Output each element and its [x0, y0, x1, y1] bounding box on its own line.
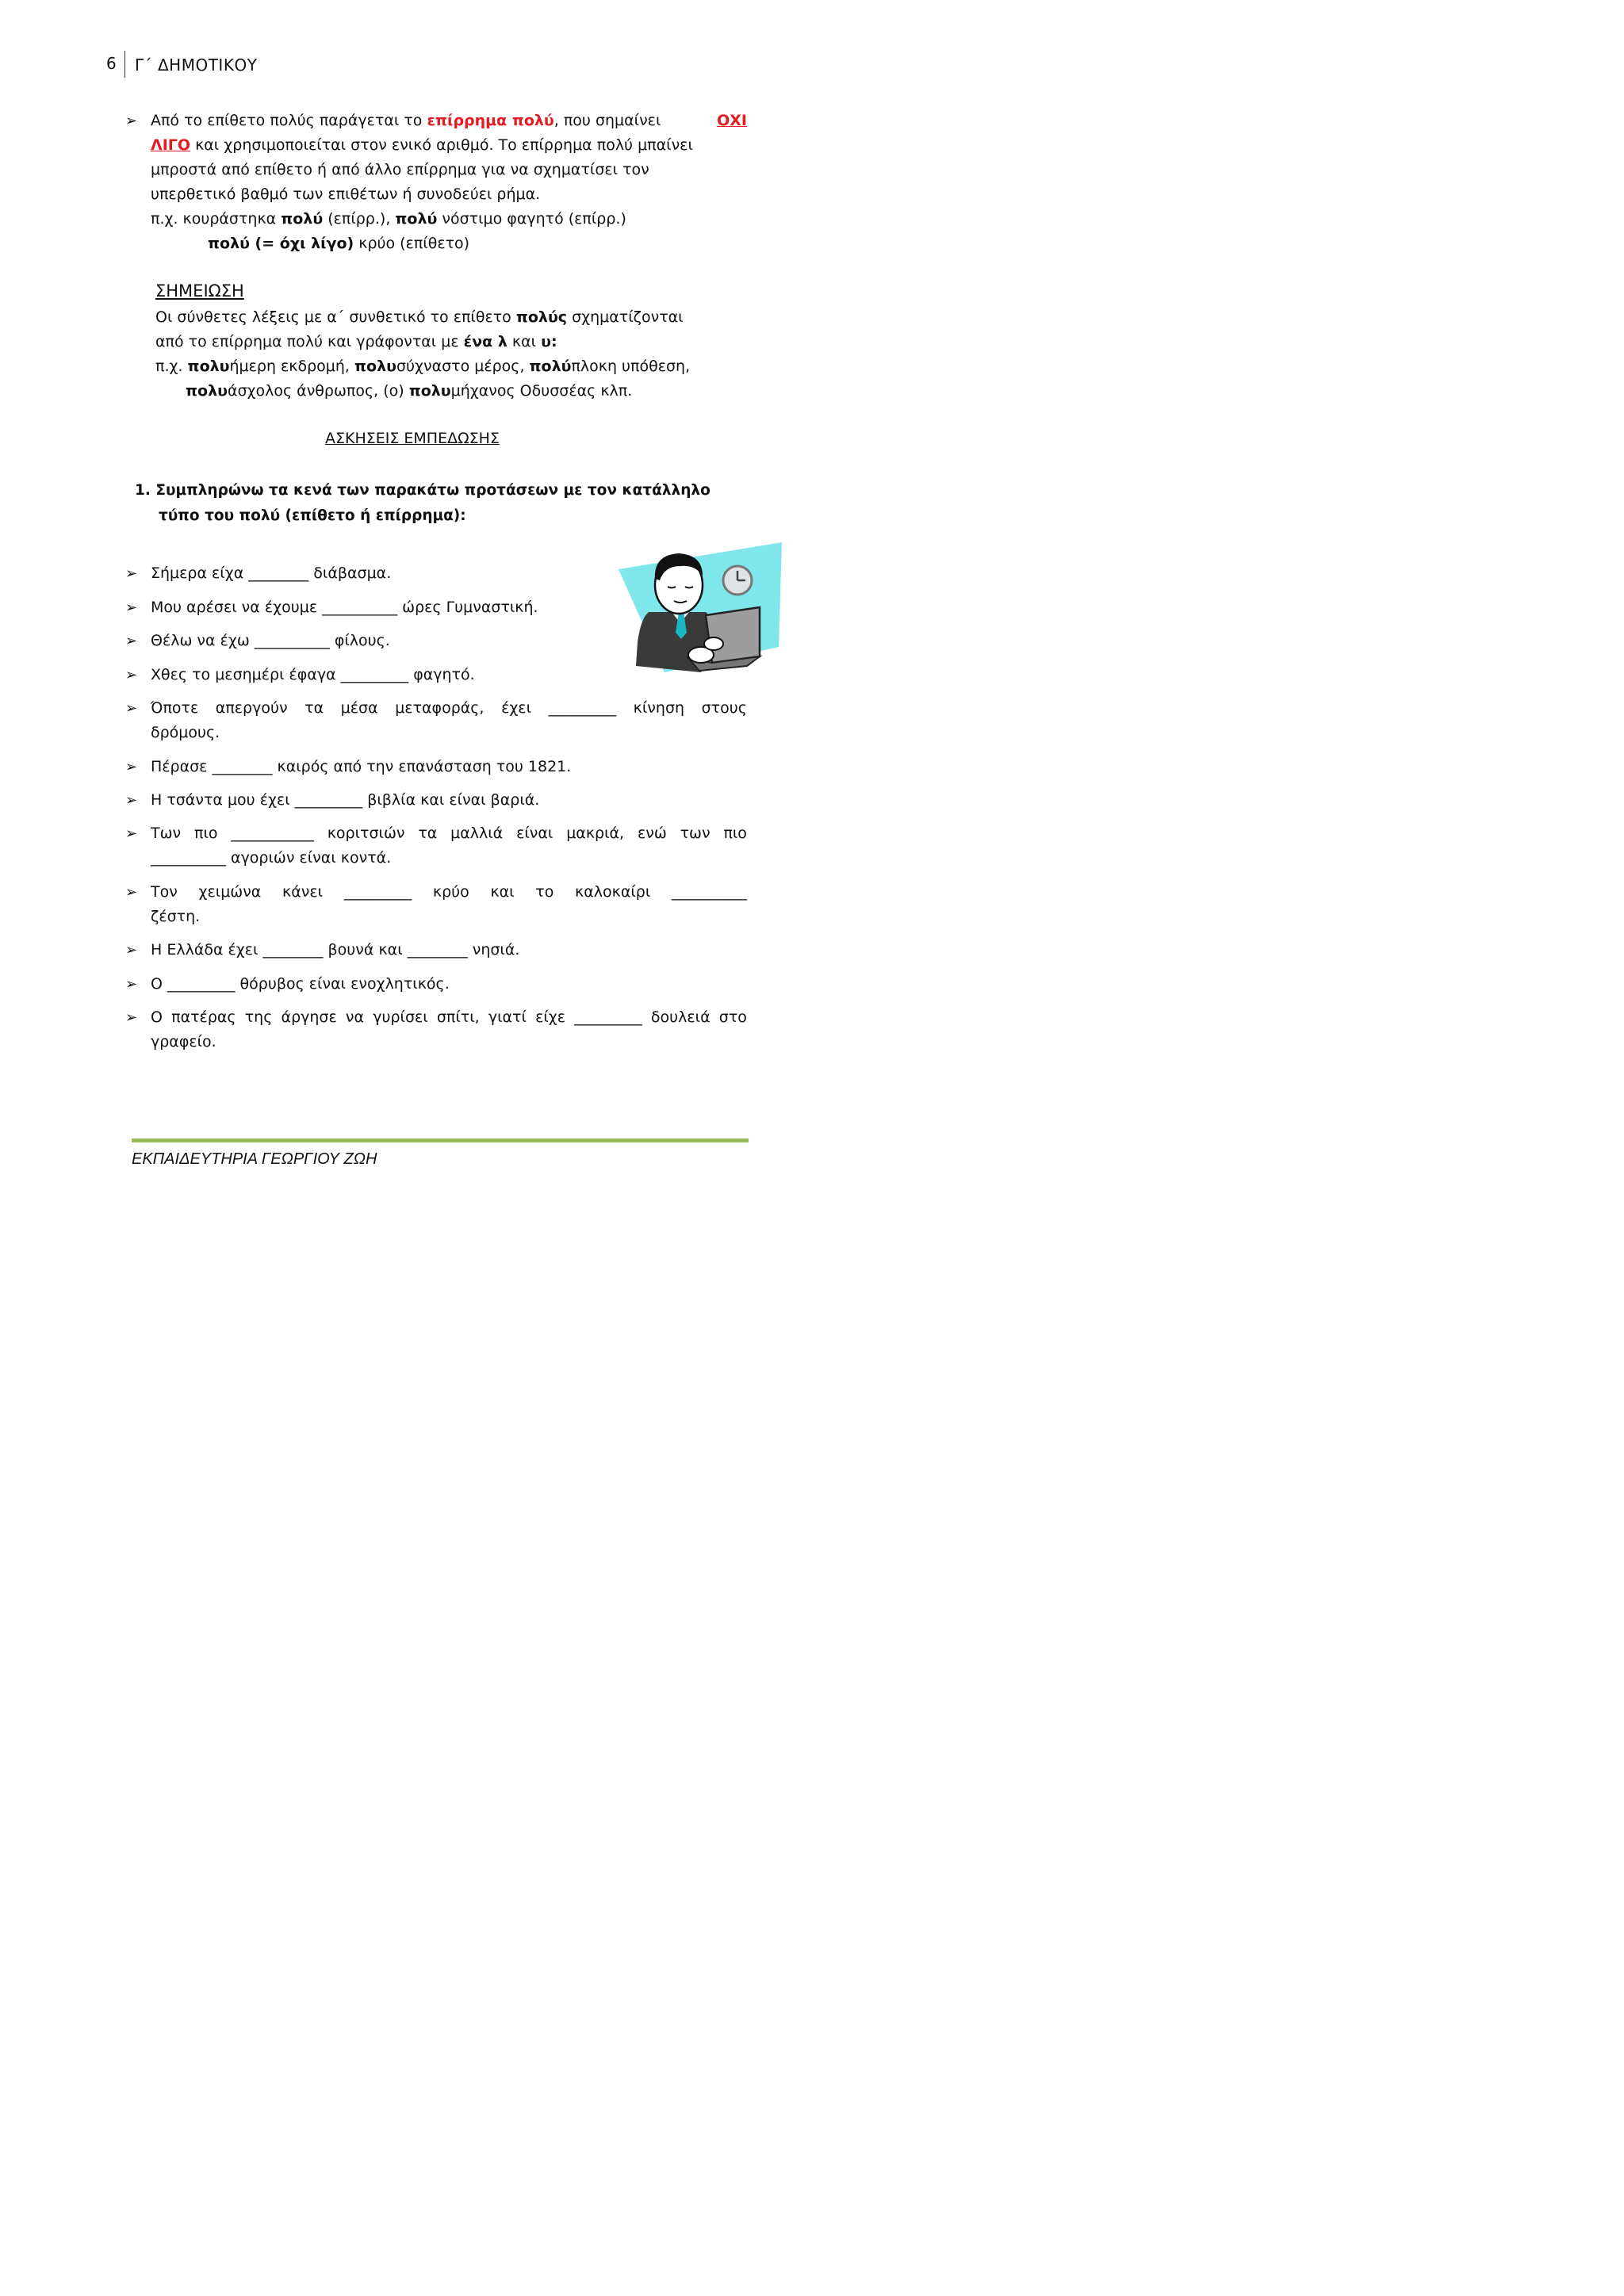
item-continuation: δρόμους. — [151, 724, 220, 741]
arrow-bullet-icon: ➢ — [125, 884, 138, 901]
item-text: Ο _________ θόρυβος είναι ενοχλητικός. — [151, 975, 450, 993]
note-bold: πολυ — [187, 358, 230, 375]
word: και — [490, 883, 515, 901]
intro-highlight-adverb: επίρρημα πολύ — [427, 112, 554, 129]
arrow-bullet-icon: ➢ — [125, 599, 138, 616]
item-text — [151, 696, 747, 745]
word: κίνηση — [633, 699, 685, 717]
word: ενώ — [637, 825, 667, 842]
word: πατέρας — [171, 1008, 236, 1026]
note-bold: πολύς — [515, 308, 568, 326]
item-text: Χθες το μεσημέρι έφαγα _________ φαγητό. — [151, 666, 475, 683]
item-text: Μου αρέσει να έχουμε __________ ώρες Γυμναστική. — [151, 599, 538, 616]
ex-text: (επίρρ.), — [323, 210, 396, 228]
page-number: 6 — [106, 54, 117, 73]
arrow-bullet-icon: ➢ — [125, 759, 138, 775]
word: Όποτε — [151, 699, 199, 717]
word: στο — [718, 1008, 747, 1026]
word: Των — [151, 825, 182, 842]
item-text: Θέλω να έχω __________ φίλους. — [151, 632, 390, 649]
word: άργησε — [281, 1008, 337, 1026]
note-line-4 — [155, 379, 726, 404]
intro-line-3: μπροστά από επίθετο ή από άλλο επίρρημα για να σχηματίσει τον — [151, 161, 649, 178]
note-text: και — [507, 333, 542, 350]
word: τα — [418, 825, 438, 842]
ex-bold: πολύ — [281, 210, 324, 228]
note-text: σχηματίζονται — [567, 308, 684, 326]
list-item — [125, 1005, 747, 1054]
note-text: Οι σύνθετες λέξεις με α΄ συνθετικό το επίθετο — [155, 308, 516, 326]
exercise-line-2: τύπο του πολύ (επίθετο ή επίρρημα): — [159, 507, 466, 524]
word: κοριτσιών — [327, 825, 405, 842]
footer-text: ΕΚΠΑΙΔΕΥΤΗΡΙΑ ΓΕΩΡΓΙΟΥ ΖΩΗ — [132, 1150, 377, 1168]
item-justified-line — [151, 696, 747, 721]
note-text: άσχολος άνθρωπος, (ο) — [227, 382, 409, 400]
list-item — [125, 821, 747, 871]
word: γυρίσει — [373, 1008, 428, 1026]
note-bold: πολύ — [529, 358, 572, 375]
intro-text: Από το επίθετο πολύς παράγεται το — [151, 112, 427, 129]
list-item — [125, 696, 747, 745]
header-title: Γ΄ ΔΗΜΟΤΙΚΟΥ — [135, 55, 258, 75]
word: μαλλιά — [450, 825, 504, 842]
exercise-instruction — [135, 478, 737, 529]
word: μέσα — [340, 699, 378, 717]
word: χειμώνα — [198, 883, 262, 901]
arrow-bullet-icon: ➢ — [125, 700, 138, 717]
word: κάνει — [282, 883, 324, 901]
item-text: Σήμερα είχα ________ διάβασμα. — [151, 564, 392, 582]
word: Τον — [151, 883, 178, 901]
ex-bold: πολύ (= όχι λίγο) — [208, 235, 354, 252]
word: των — [680, 825, 710, 842]
word: δουλειά — [650, 1008, 710, 1026]
word: στους — [701, 699, 747, 717]
intro-text: , που σημαίνει — [553, 112, 661, 129]
note-bold: πολυ — [408, 382, 451, 400]
ex-text: κρύο (επίθετο) — [354, 235, 470, 252]
word: ___________ — [231, 825, 314, 842]
item-continuation: __________ αγοριών είναι κοντά. — [151, 849, 392, 867]
item-text — [151, 821, 747, 871]
ex-bold: πολύ — [395, 210, 438, 228]
word: κρύο — [432, 883, 469, 901]
note-line-3 — [155, 354, 726, 379]
arrow-bullet-icon: ➢ — [125, 113, 138, 129]
note-text: πλοκη υπόθεση, — [571, 358, 691, 375]
ex-text: π.χ. κουράστηκα — [151, 210, 282, 228]
arrow-bullet-icon: ➢ — [125, 942, 138, 959]
word: γιατί — [488, 1008, 527, 1026]
arrow-bullet-icon: ➢ — [125, 667, 138, 683]
word: μεταφοράς, — [395, 699, 485, 717]
word: απεργούν — [215, 699, 288, 717]
word: πιο — [194, 825, 218, 842]
intro-highlight-ligo: ΛΙΓΟ — [151, 136, 191, 154]
item-justified-line — [151, 880, 747, 905]
word: πιο — [723, 825, 747, 842]
word: _________ — [343, 883, 412, 901]
note-line-2 — [155, 330, 726, 354]
arrow-bullet-icon: ➢ — [125, 633, 138, 649]
arrow-bullet-icon: ➢ — [125, 565, 138, 582]
note-text: μήχανος Οδυσσέας κλπ. — [450, 382, 633, 400]
arrow-bullet-icon: ➢ — [125, 976, 138, 993]
word: μακριά, — [566, 825, 625, 842]
item-justified-line — [151, 1005, 747, 1030]
intro-example-1 — [151, 207, 747, 232]
note-body — [155, 305, 726, 404]
item-text: Πέρασε ________ καιρός από την επανάσταση του 1821. — [151, 758, 572, 775]
item-text — [151, 880, 747, 929]
item-text — [151, 1005, 747, 1054]
item-text: Η Ελλάδα έχει ________ βουνά και ________ νησιά. — [151, 941, 520, 959]
note-title: ΣΗΜΕΙΩΣΗ — [155, 281, 244, 300]
note-line-1 — [155, 305, 726, 330]
note-bold: υ: — [541, 333, 557, 350]
word: τα — [304, 699, 324, 717]
note-text: από το επίρρημα πολύ και γράφονται με — [155, 333, 464, 350]
intro-line-2 — [151, 133, 747, 158]
arrow-bullet-icon: ➢ — [125, 825, 138, 842]
note-text: σύχναστο μέρος, — [396, 358, 530, 375]
word: να — [345, 1008, 365, 1026]
word: έχει — [501, 699, 532, 717]
note-bold: ένα λ — [463, 333, 508, 350]
word: της — [244, 1008, 273, 1026]
ex-text: νόστιμο φαγητό (επίρρ.) — [437, 210, 626, 228]
item-continuation: γραφείο. — [151, 1033, 216, 1050]
item-justified-line — [151, 821, 747, 846]
word: καλοκαίρι — [575, 883, 651, 901]
intro-paragraph — [151, 109, 747, 256]
intro-line-1 — [151, 109, 747, 133]
intro-text: και χρησιμοποιείται στον ενικό αριθμό. Το επίρρημα πολύ μπαίνει — [190, 136, 693, 154]
note-bold: πολυ — [186, 382, 228, 400]
word: Ο — [151, 1008, 163, 1026]
word: _________ — [548, 699, 617, 717]
arrow-bullet-icon: ➢ — [125, 792, 138, 809]
arrow-bullet-icon: ➢ — [125, 1009, 138, 1026]
item-text: Η τσάντα μου έχει _________ βιβλία και είναι βαριά. — [151, 791, 540, 809]
intro-line-4: υπερθετικό βαθμό των επιθέτων ή συνοδεύει ρήμα. — [151, 186, 541, 203]
note-text: π.χ. — [155, 358, 188, 375]
word: __________ — [671, 883, 747, 901]
intro-example-2 — [151, 232, 747, 256]
note-bold: πολυ — [354, 358, 396, 375]
header-divider — [124, 51, 125, 78]
word: το — [535, 883, 554, 901]
section-title: ΑΣΚΗΣΕΙΣ ΕΜΠΕΔΩΣΗΣ — [325, 430, 500, 447]
item-continuation: ζέστη. — [151, 908, 201, 925]
list-item — [125, 880, 747, 929]
intro-highlight-oxi: ΟΧΙ — [717, 112, 747, 129]
word: _________ — [574, 1008, 642, 1026]
word: είχε — [535, 1008, 566, 1026]
note-text: ήμερη εκδρομή, — [229, 358, 355, 375]
word: σπίτι, — [436, 1008, 480, 1026]
exercise-line-1: 1. Συμπληρώνω τα κενά των παρακάτω προτάσεων με τον κατάλληλο — [135, 482, 710, 499]
footer-divider — [132, 1138, 749, 1142]
word: είναι — [516, 825, 553, 842]
